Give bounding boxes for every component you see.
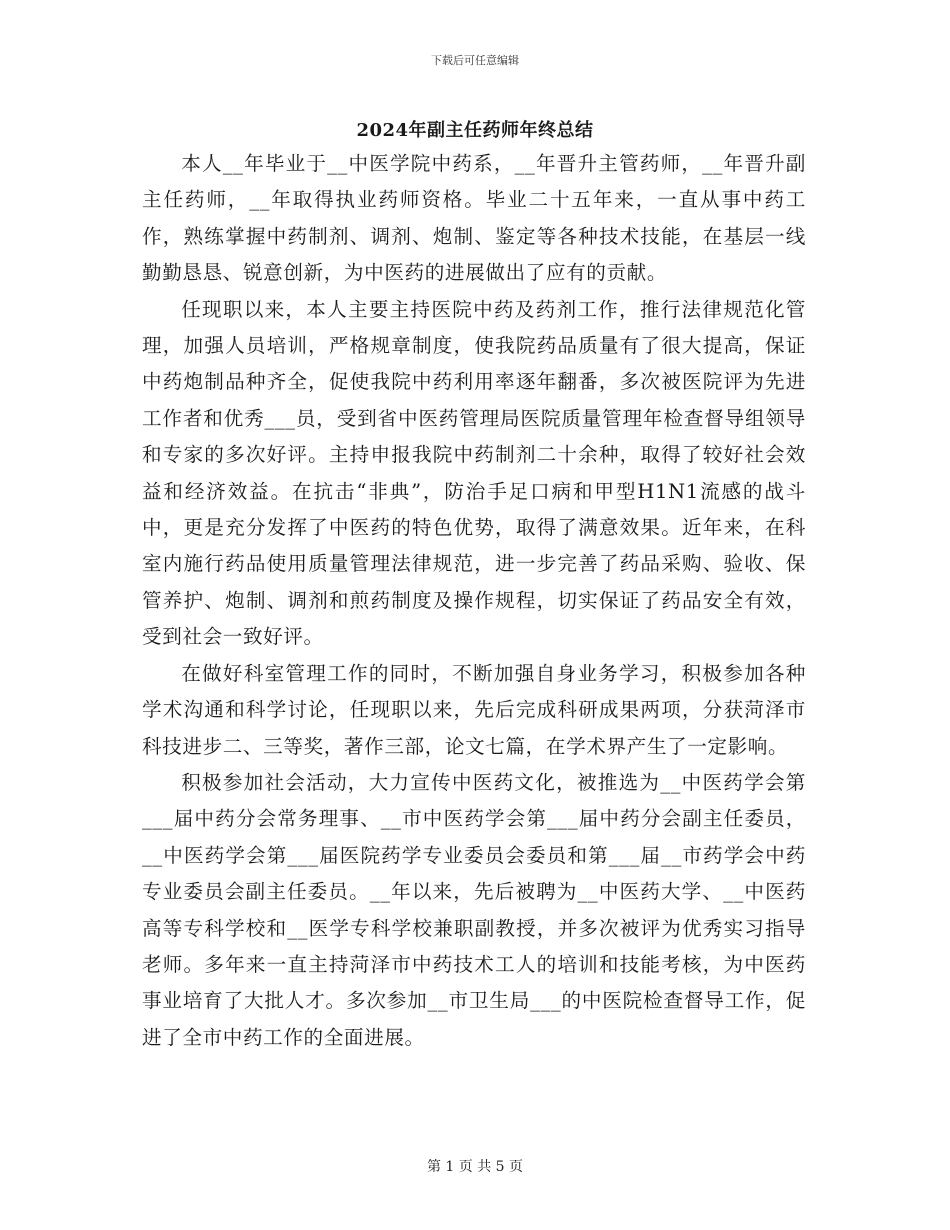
paragraph-1: 本人__年毕业于__中医学院中药系，__年晋升主管药师，__年晋升副主任药师，__年取得执业药师资格。毕业二十五年来，一直从事中药工作，熟练掌握中药制剂、调剂、炮制、鉴定等各种技术技能，在基层一线勤勤恳恳、锐意创新，为中医药的进展做出了应有的贡献。 [142, 152, 806, 285]
paragraph-2: 任现职以来，本人主要主持医院中药及药剂工作，推行法律规范化管理，加强人员培训，严格规章制度，使我院药品质量有了很大提高，保证中药炮制品种齐全，促使我院中药利用率逐年翻番，多次被医院评为先进工作者和优秀___员，受到省中医药管理局医院质量管理年检查督导组领导和专家的多次好评。主持申报我院中药制剂二十余种，取得了较好社会效益和经济效益。在抗击“非典”，防治手足口病和甲型H1N1流感的战斗中，更是充分发挥了中医药的特色优势，取得了满意效果。近年来，在科室内施行药品使用质量管理法律规范，进一步完善了药品采购、验收、保管养护、炮制、调剂和煎药制度及操作规程，切实保证了药品安全有效，受到社会一致好评。 [142, 297, 806, 649]
header-note: 下载后可任意编辑 [431, 54, 519, 67]
paragraph-4: 积极参加社会活动，大力宣传中医药文化，被推选为__中医药学会第___届中药分会常务理事、__市中医药学会第___届中药分会副主任委员，__中医药学会第___届医院药学专业委员会委员和第___届__市药学会中药专业委员会副主任委员。__年以来，先后被聘为__中医药大学、__中医药高等专科学校和__医学专科学校兼职副教授，并多次被评为优秀实习指导老师。多年来一直主持菏泽市中药技术工人的培训和技能考核，为中医药事业培育了大批人才。多次参加__市卫生局___的中医院检查督导工作，促进了全市中药工作的全面进展。 [142, 770, 806, 1049]
page-number: 第 1 页 共 5 页 [426, 1159, 524, 1175]
document-title: 2024年副主任药师年终总结 [356, 120, 594, 141]
paragraph-3: 在做好科室管理工作的同时，不断加强自身业务学习，积极参加各种学术沟通和科学讨论，任现职以来，先后完成科研成果两项，分获菏泽市科技进步二、三等奖，著作三部，论文七篇，在学术界产生了一定影响。 [142, 661, 806, 758]
document-body [142, 146, 806, 1056]
